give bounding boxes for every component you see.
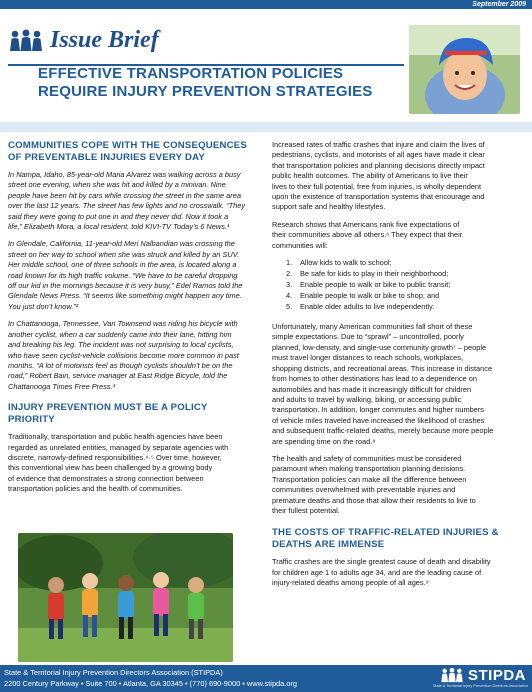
text-line: automobiles and has made it increasingly difficult for children <box>272 384 472 394</box>
top-bar <box>0 0 532 9</box>
policy-paragraph <box>8 432 256 494</box>
paragraph <box>272 557 524 588</box>
people-logo-icon <box>440 667 464 684</box>
heading-line: DEATHS ARE IMMENSE <box>272 538 385 550</box>
text-line: months. “A lot of motorists feel as though cyclists shouldn’t be on the <box>8 360 233 370</box>
list-item: 3. Enable people to walk or bike to public transit; <box>286 280 451 290</box>
footer-org-name: State & Territorial Injury Prevention Directors Association (STIPDA) <box>4 668 223 677</box>
logo-text: STIPDA <box>467 667 526 684</box>
text-line: Unfortunately, many American communities fall short of these <box>272 322 473 332</box>
text-line: paramount when making transportation planning decisions. <box>272 464 466 474</box>
text-line: from homes to other destinations has lead to a dependence on <box>272 374 478 384</box>
text-line: Her middle school, one of three schools in the area, is located along a <box>8 260 237 270</box>
text-line: people have been hit by cars while crossing the street in the same area <box>8 190 241 200</box>
stipda-logo <box>440 667 526 684</box>
list-item: 1. Allow kids to walk to school; <box>286 258 392 268</box>
text-line: In Chattanooga, Tennessee, Van Townsend was riding his bicycle with <box>8 319 238 329</box>
brand <box>8 27 159 54</box>
list-item: 5. Enable older adults to live independently. <box>286 302 435 312</box>
heading-line: OF PREVENTABLE INJURIES EVERY DAY <box>8 151 205 163</box>
text-line: street one evening, when she was hit and killed by a minivan. Nine <box>8 180 226 190</box>
right-column <box>272 140 524 589</box>
list-item: 2. Be safe for kids to play in their neighborhood; <box>286 269 449 279</box>
text-line: upon the existence of transportation systems that encourage and <box>272 192 485 202</box>
text-line: simple expectations. Due to “sprawl” – uncontrolled, poorly <box>272 332 464 342</box>
headline-line: REQUIRE INJURY PREVENTION STRATEGIES <box>38 83 373 100</box>
paragraph <box>272 220 524 251</box>
text-line: support safe and healthy lifestyles. <box>272 202 386 212</box>
text-line: The health and safety of communities must be considered <box>272 453 462 463</box>
text-line: shopping districts, and recreational areas. This increase in distance <box>272 363 493 373</box>
text-line: and breaking his leg. The incident was not surprising to local cyclists, <box>8 340 234 350</box>
heading-line: PRIORITY <box>8 413 55 425</box>
text-line: and subsequent traffic-related deaths, merely because more people <box>272 426 494 436</box>
people-logo-icon <box>8 29 44 53</box>
text-line: who have seen cyclist-vehicle collisions become more common in past <box>8 350 239 360</box>
text-line: In Glendale, California, 11-year-old Meri Nalbandian was crossing the <box>8 239 235 249</box>
text-line: You just don’t know.”² <box>8 301 79 311</box>
text-line: planned, low-density, and single-use community growth⁷ – people <box>272 342 487 352</box>
divider-band <box>0 122 532 132</box>
text-line: lives to their full potential, free from injuries, is wholly dependent <box>272 181 482 191</box>
story-nampa <box>8 170 256 232</box>
text-line: Traffic crashes are the single greatest cause of death and disability <box>272 557 491 567</box>
brand-title: Issue Brief <box>50 27 159 53</box>
text-line: communities overwhelmed with preventable injuries and <box>272 485 456 495</box>
header <box>0 9 532 122</box>
text-line: are spending time on the road.⁸ <box>272 436 376 446</box>
heading-line: INJURY PREVENTION MUST BE A POLICY <box>8 402 208 414</box>
paragraph <box>272 322 524 447</box>
text-line: street on her way to school when she was struck and killed by an SUV. <box>8 249 240 259</box>
text-line: off our kid in the mornings because it is very busy,” Edel Ramos told the <box>8 281 243 291</box>
section-heading <box>8 402 256 425</box>
text-line: Glendale News Press. “It seems like something might happen any time. <box>8 291 242 301</box>
text-line: public health outcomes. The ability of Americans to live their <box>272 171 468 181</box>
expectations-list <box>286 257 524 312</box>
headline <box>38 65 372 101</box>
section-heading <box>8 140 256 163</box>
left-column <box>8 140 256 495</box>
footer <box>0 665 532 692</box>
text-line: another cyclist, when a car suddenly came into their lane, hitting him <box>8 329 232 339</box>
text-line: their fullest potential. <box>272 505 340 515</box>
text-line: transportation. In addition, longer commutes and higher numbers <box>272 405 484 415</box>
running-children-photo <box>18 533 233 662</box>
heading-line: COMMUNITIES COPE WITH THE CONSEQUENCES <box>8 140 247 151</box>
headline-line: EFFECTIVE TRANSPORTATION POLICIES <box>38 65 344 82</box>
text-line: premature deaths and those that allow their residents to live to <box>272 495 476 505</box>
text-line: Chattanooga Times Free Press.³ <box>8 381 116 391</box>
text-line: regarded as unrelated entities, managed by separate agencies with <box>8 442 229 452</box>
text-line: Increased rates of traffic crashes that injure and claim the lives of <box>272 140 485 149</box>
text-line: over the last 12 years. The street has few lights and no crosswalk. “They <box>8 201 246 211</box>
text-line: and adults to travel by walking, biking, or accessing public <box>272 394 462 404</box>
heading-line: THE COSTS OF TRAFFIC-RELATED INJURIES & <box>272 527 499 539</box>
text-line: of vehicle miles traveled have increased the likelihood of crashes <box>272 415 485 425</box>
text-line: that transportation policies and planning decisions directly impact <box>272 160 485 170</box>
story-chattanooga <box>8 319 256 392</box>
text-line: must travel longer distances to reach schools, workplaces, <box>272 353 464 363</box>
text-line: for children age 1 to adults age 34, and are the leading cause of <box>272 567 482 577</box>
section-heading <box>272 527 524 550</box>
list-item: 4. Enable people to walk or bike to shop; and <box>286 291 440 301</box>
text-line: Transportation policies can make all the difference between <box>272 474 467 484</box>
text-line: transportation policies and the health of communities. <box>8 484 183 494</box>
text-line: life,” Elizabeth Mora, a local resident, told KIVI-TV Today’s 6 News.¹ <box>8 222 230 232</box>
text-line: Research shows that Americans rank five expectations of <box>272 219 460 229</box>
story-glendale <box>8 239 256 312</box>
text-line: of evidence that demonstrates a strong connection between <box>8 473 204 483</box>
text-line: In Nampa, Idaho, 85-year-old Maria Alvarez was walking across a busy <box>8 170 241 179</box>
footer-address: 2200 Century Parkway • Suite 700 • Atlanta, GA 30345 • (770) 690-9000 • www.stipda.org <box>4 679 298 688</box>
text-line: this conventional view has been challenged by a growing body <box>8 463 213 473</box>
text-line: communities will: <box>272 240 328 250</box>
text-line: discrete, narrowly-defined responsibilities.⁴·⁵ Over time, however, <box>8 452 222 462</box>
paragraph <box>272 140 524 213</box>
text-line: road,” Robert Bain, service manager at East Ridge Bicycle, told the <box>8 371 228 381</box>
issue-date: September 2009 <box>472 1 526 8</box>
text-line: pedestrians, cyclists, and motorists of all ages have made it clear <box>272 150 485 160</box>
child-helmet-photo <box>409 25 520 114</box>
paragraph <box>272 454 524 516</box>
text-line: said they were going to put one in and they never did. Now it took a <box>8 211 229 221</box>
text-line: their communities above all others.⁶ They expect that their <box>272 230 463 240</box>
text-line: road known for its high traffic volume. “We have to be careful dropping <box>8 270 238 280</box>
text-line: Traditionally, transportation and public health agencies have been <box>8 432 223 442</box>
text-line: injury-related deaths among people of all ages.⁹ <box>272 578 429 588</box>
logo-subtitle: State & Territorial Injury Prevention Directors Association <box>432 684 528 688</box>
